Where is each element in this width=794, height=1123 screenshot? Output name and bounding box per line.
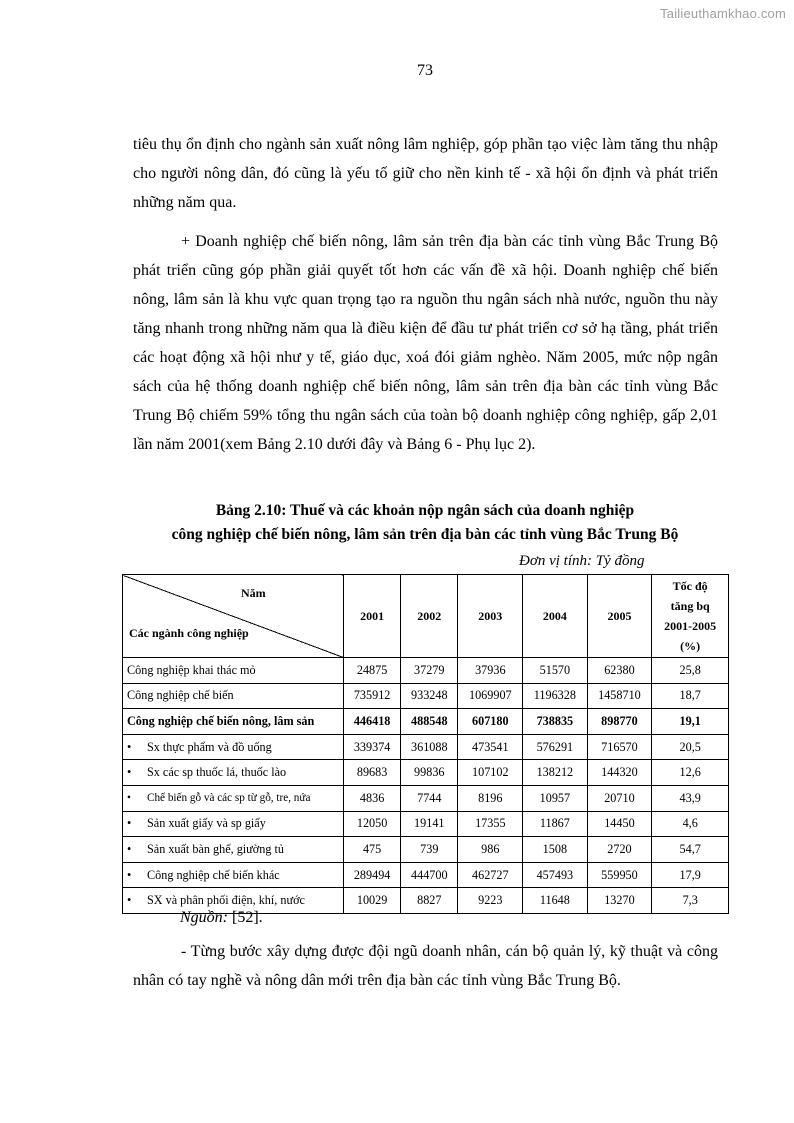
- header-diagonal-cell: [123, 575, 344, 658]
- table-row: [123, 811, 729, 837]
- table-row: [123, 862, 729, 888]
- cell-value: 738835: [523, 709, 587, 735]
- cell-value: 446418: [344, 709, 401, 735]
- cell-value: 9223: [458, 888, 523, 914]
- cell-value: 99836: [401, 760, 458, 786]
- row-label: Công nghiệp chế biến: [123, 683, 344, 709]
- cell-value: 144320: [587, 760, 652, 786]
- cell-rate: 20,5: [652, 734, 729, 760]
- rate-header-line-2: tăng bq: [670, 599, 710, 613]
- paragraph-1: [133, 130, 718, 217]
- cell-value: 457493: [523, 862, 587, 888]
- table-row: [123, 760, 729, 786]
- cell-value: 2720: [587, 837, 652, 863]
- cell-value: 1508: [523, 837, 587, 863]
- cell-value: 898770: [587, 709, 652, 735]
- bullet-icon: •: [127, 792, 131, 805]
- paragraph-2-text: + Doanh nghiệp chế biến nông, lâm sản trên địa bàn các tỉnh vùng Bắc Trung Bộ phát triển cũng góp phần giải quyết tốt hơn các vấn đề xã hội. Doanh nghiệp chế biến nông, lâm sản là khu vực quan trọng tạo ra nguồn thu ngân sách nhà nước, nguồn thu này tăng nhanh trong những năm qua là điều kiện để đầu tư phát triển cơ sở hạ tầng, phát triển các hoạt động xã hội như y tế, giáo dục, xoá đói giảm nghèo. Năm 2005, mức nộp ngân sách của hệ thống doanh nghiệp chế biến nông, lâm sản trên địa bàn các tỉnh vùng Bắc Trung Bộ chiếm 59% tổng thu ngân sách của toàn bộ doanh nghiệp công nghiệp, gấp 2,01 lần năm 2001(xem Bảng 2.10 dưới đây và Bảng 6 - Phụ lục 2).: [133, 233, 718, 453]
- table-caption-line-2: công nghiệp chế biến nông, lâm sản trên địa bàn các tỉnh vùng Bắc Trung Bộ: [171, 526, 679, 543]
- header-year-2005: 2005: [587, 575, 652, 658]
- page-number: 73: [417, 62, 433, 79]
- cell-value: 559950: [587, 862, 652, 888]
- source-label: Nguồn:: [180, 909, 228, 926]
- row-label: Công nghiệp khai thác mỏ: [123, 658, 344, 684]
- row-label: [123, 785, 344, 811]
- cell-value: 20710: [587, 785, 652, 811]
- cell-value: 289494: [344, 862, 401, 888]
- table-header-row: [123, 575, 729, 658]
- cell-value: 473541: [458, 734, 523, 760]
- cell-value: 62380: [587, 658, 652, 684]
- table-row: [123, 658, 729, 684]
- cell-rate: 54,7: [652, 837, 729, 863]
- cell-value: 576291: [523, 734, 587, 760]
- table-caption-line-1: Bảng 2.10: Thuế và các khoản nộp ngân sách của doanh nghiệp: [215, 502, 635, 519]
- header-year-2001: 2001: [344, 575, 401, 658]
- bullet-icon: •: [127, 893, 132, 908]
- row-label: [123, 837, 344, 863]
- row-label: [123, 760, 344, 786]
- watermark: Tailieuthamkhao.com: [660, 6, 786, 21]
- cell-rate: 18,7: [652, 683, 729, 709]
- row-label: [123, 734, 344, 760]
- budget-table: [122, 574, 729, 914]
- cell-value: 716570: [587, 734, 652, 760]
- table-unit: Đơn vị tính: Tỷ đồng: [519, 553, 645, 569]
- cell-value: 339374: [344, 734, 401, 760]
- cell-value: 17355: [458, 811, 523, 837]
- bullet-icon: •: [127, 867, 132, 882]
- row-label-text: Sx thực phẩm và đồ uống: [147, 739, 272, 754]
- cell-value: 19141: [401, 811, 458, 837]
- cell-value: 8827: [401, 888, 458, 914]
- cell-value: 10029: [344, 888, 401, 914]
- cell-value: 37936: [458, 658, 523, 684]
- table-source: [180, 909, 263, 927]
- rate-header-line-3: 2001-2005: [664, 619, 717, 633]
- header-year-label: Năm: [241, 586, 266, 600]
- header-growth-rate: [652, 575, 729, 658]
- cell-value: 607180: [458, 709, 523, 735]
- row-label-text: Sx các sp thuốc lá, thuốc lào: [147, 765, 287, 780]
- header-year-2003: 2003: [458, 575, 523, 658]
- cell-value: 12050: [344, 811, 401, 837]
- cell-value: 51570: [523, 658, 587, 684]
- paragraph-3-text: - Từng bước xây dựng được đội ngũ doanh nhân, cán bộ quản lý, kỹ thuật và công nhân có tay nghề và nông dân mới trên địa bàn các tỉnh vùng Bắc Trung Bộ.: [133, 943, 718, 989]
- table-row: [123, 734, 729, 760]
- row-label: Công nghiệp chế biến nông, lâm sản: [123, 709, 344, 735]
- rate-header-line-4: (%): [680, 639, 701, 653]
- header-rows-label: Các ngành công nghiệp: [129, 626, 249, 640]
- paragraph-1-text: tiêu thụ ổn định cho ngành sản xuất nông lâm nghiệp, góp phần tạo việc làm tăng thu nhập cho người nông dân, đó cũng là yếu tố giữ cho nền kinh tế - xã hội ổn định và phát triển những năm qua.: [133, 136, 718, 211]
- cell-value: 107102: [458, 760, 523, 786]
- bullet-icon: •: [127, 765, 132, 780]
- row-label-text: Chế biến gỗ và các sp từ gỗ, tre, nứa: [147, 792, 311, 805]
- table-row-subtotal: [123, 709, 729, 735]
- cell-value: 11648: [523, 888, 587, 914]
- cell-value: 933248: [401, 683, 458, 709]
- table-caption: [100, 499, 750, 547]
- row-label-text: Sản xuất giấy và sp giấy: [147, 816, 266, 831]
- cell-value: 89683: [344, 760, 401, 786]
- bullet-icon: •: [127, 841, 132, 856]
- cell-value: 986: [458, 837, 523, 863]
- paragraph-3: [133, 937, 718, 995]
- cell-value: 11867: [523, 811, 587, 837]
- cell-value: 1458710: [587, 683, 652, 709]
- row-label-text: Sản xuất bàn ghế, giường tủ: [147, 841, 284, 856]
- cell-rate: 4,6: [652, 811, 729, 837]
- cell-rate: 43,9: [652, 785, 729, 811]
- cell-rate: 7,3: [652, 888, 729, 914]
- cell-value: 8196: [458, 785, 523, 811]
- cell-value: 24875: [344, 658, 401, 684]
- cell-rate: 25,8: [652, 658, 729, 684]
- row-label-text: SX và phân phối điện, khí, nước: [147, 893, 305, 908]
- bullet-icon: •: [127, 739, 132, 754]
- rate-header-line-1: Tốc độ: [672, 579, 708, 593]
- cell-rate: 12,6: [652, 760, 729, 786]
- header-year-2002: 2002: [401, 575, 458, 658]
- cell-value: 14450: [587, 811, 652, 837]
- cell-value: 7744: [401, 785, 458, 811]
- cell-value: 488548: [401, 709, 458, 735]
- row-label: [123, 811, 344, 837]
- cell-value: 1196328: [523, 683, 587, 709]
- cell-value: 138212: [523, 760, 587, 786]
- cell-value: 10957: [523, 785, 587, 811]
- cell-rate: 17,9: [652, 862, 729, 888]
- cell-value: 475: [344, 837, 401, 863]
- paragraph-2: [133, 227, 718, 459]
- row-label: [123, 862, 344, 888]
- bullet-icon: •: [127, 816, 132, 831]
- cell-value: 4836: [344, 785, 401, 811]
- cell-value: 444700: [401, 862, 458, 888]
- source-ref: [52].: [228, 909, 263, 926]
- cell-value: 735912: [344, 683, 401, 709]
- cell-value: 13270: [587, 888, 652, 914]
- table-row: [123, 785, 729, 811]
- table-row: [123, 837, 729, 863]
- table-row: [123, 683, 729, 709]
- row-label-text: Công nghiệp chế biến khác: [147, 867, 280, 882]
- cell-value: 739: [401, 837, 458, 863]
- cell-value: 361088: [401, 734, 458, 760]
- cell-rate: 19,1: [652, 709, 729, 735]
- cell-value: 1069907: [458, 683, 523, 709]
- cell-value: 37279: [401, 658, 458, 684]
- cell-value: 462727: [458, 862, 523, 888]
- header-year-2004: 2004: [523, 575, 587, 658]
